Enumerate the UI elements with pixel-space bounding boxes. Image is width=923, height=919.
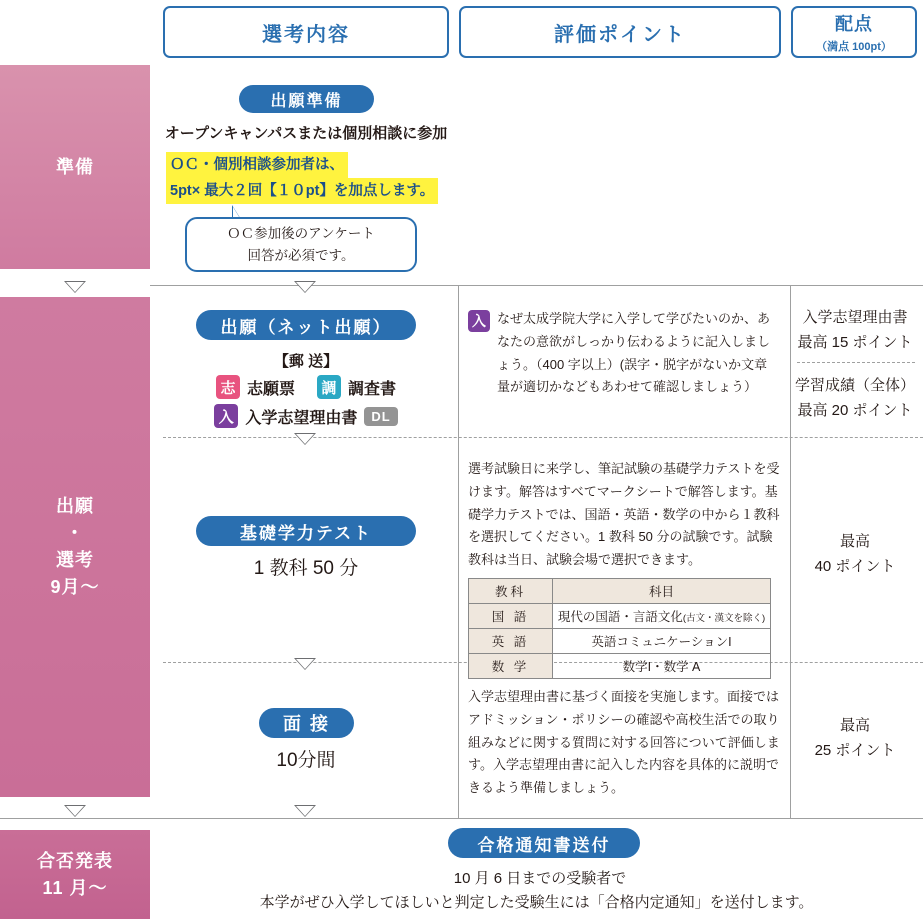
points-application-reason-title: 入学志望理由書	[802, 309, 908, 326]
arrow-down-inner-icon-selection2	[296, 434, 314, 444]
stage-result-line2: 11 月〜	[42, 877, 108, 898]
points-interview-line1: 最高	[839, 717, 870, 734]
points-interview	[793, 714, 917, 764]
prep-note-bubble	[185, 217, 417, 272]
pill-application-label: 出願（ネット出願）	[220, 317, 392, 337]
table-row-header	[469, 579, 771, 604]
arrow-down-inner-icon-selection3	[296, 659, 314, 669]
divider-column-eval	[458, 285, 459, 818]
subject-table-header-subject: 教科	[469, 579, 553, 604]
table-row	[469, 629, 771, 654]
subject-table-header-detail: 科目	[553, 579, 771, 604]
points-application-reason	[793, 306, 917, 356]
prep-lead-text: オープンキャンパスまたは個別相談に参加	[164, 125, 448, 142]
header-score-sublabel: （満点 100pt）	[816, 41, 892, 53]
prep-note-line2: 回答が必須です。	[247, 247, 355, 263]
stage-apply-line4: 9月〜	[50, 577, 100, 597]
divider-points-split	[797, 362, 915, 363]
application-mail-label: 【郵 送】	[273, 353, 339, 370]
subject-japanese: 国 語	[469, 604, 553, 629]
eval-badge-nyugaku-riyusho: 入	[468, 310, 490, 332]
points-basic-test-line1: 最高	[839, 533, 870, 550]
application-docs-row-1	[163, 375, 449, 399]
header-evaluation-label: 評価ポイント	[554, 23, 686, 46]
points-academic-record	[793, 374, 917, 424]
stage-result-line1: 合否発表	[37, 850, 113, 871]
points-academic-record-value: 最高 20 ポイント	[797, 401, 913, 419]
subject-math-detail: 数学I・数学 A	[553, 654, 771, 679]
download-button[interactable]: DL	[364, 407, 397, 426]
chosasho-icon: 調	[317, 375, 341, 399]
header-selection-content	[163, 6, 449, 58]
pill-interview-label: 面 接	[282, 714, 330, 734]
interview-subtitle: 10分間	[276, 750, 336, 771]
divider-column-points	[790, 285, 791, 818]
prep-highlight-line2: 5pt× 最大２回【１０pt】を加点します。	[166, 178, 438, 204]
prep-highlight-line1: ＯＣ・個別相談参加者は、	[166, 152, 348, 178]
header-selection-label: 選考内容	[262, 23, 350, 46]
result-note-line1: 10 月 6 日までの受験者で	[453, 870, 627, 887]
nyugaku-riyusho-icon: 入	[214, 404, 238, 428]
pill-interview	[259, 708, 354, 738]
pill-application	[196, 310, 416, 340]
subject-japanese-detail-main: 現代の国語・言語文化	[557, 610, 683, 624]
pill-acceptance-notice-label: 合格通知書送付	[477, 835, 611, 855]
shigansho-icon: 志	[216, 375, 240, 399]
points-basic-test	[793, 530, 917, 580]
subject-japanese-detail-note: (古文・漢文を除く)	[682, 613, 766, 624]
pill-application-preparation-label: 出願準備	[270, 92, 343, 110]
stage-application-selection	[0, 297, 150, 797]
subject-japanese-detail	[553, 604, 771, 629]
basic-test-subtitle: 1 教科 50 分	[253, 558, 359, 579]
points-basic-test-line2: 40 ポイント	[814, 557, 896, 575]
table-row	[469, 654, 771, 679]
subject-table	[468, 578, 771, 679]
application-eval-text: なぜ太成学院大学に入学して学びたいのか、あなたの意欲がしっかり伝わるように記入しましょう。（400 字以上）(誤字・脱字がないか文章量が適切かなどもあわせて確認しましょう）	[497, 311, 771, 395]
stage-apply-line3: 選考	[55, 550, 94, 570]
divider-prep-apply	[150, 285, 923, 286]
pill-application-preparation	[239, 85, 374, 113]
interview-eval-text: 入学志望理由書に基づく面接を実施します。面接ではアドミッション・ポリシーの確認や高校生活での取り組みなどに関する質問に対する回答について評価します。入学志望理由書に記入した内容を具体的に説明できるよう準備しましょう。	[468, 689, 780, 795]
stage-preparation	[0, 65, 150, 269]
points-interview-line2: 25 ポイント	[814, 741, 896, 759]
stage-result-announcement	[0, 830, 150, 919]
arrow-down-inner-icon-stage1	[66, 282, 84, 292]
arrow-down-inner-icon-selection1	[296, 282, 314, 292]
result-note-line2: 本学がぜひ入学してほしいと判定した受験生には「合格内定通知」を送付します。	[259, 894, 814, 911]
divider-selection-result	[0, 818, 923, 819]
pill-basic-academic-test	[196, 516, 416, 546]
basic-test-eval-text: 選考試験日に来学し、筆記試験の基礎学力テストを受けます。解答はすべてマークシートで解答します。基礎学力テストでは、国語・英語・数学の中から１教科を選択してください。1 教科 50 分の試験です。試験教科は当日、試験会場で選択できます。	[468, 461, 780, 567]
prep-note-line1: ＯＣ参加後のアンケート	[227, 225, 375, 241]
stage-apply-line1: 出願	[55, 496, 94, 516]
header-score-label: 配点	[835, 14, 873, 34]
header-score-allocation	[791, 6, 917, 58]
subject-english-detail: 英語コミュニケーションI	[553, 629, 771, 654]
stage-apply-line2: ・	[65, 523, 85, 543]
points-application-reason-value: 最高 15 ポイント	[797, 333, 913, 351]
nyugaku-riyusho-label: 入学志望理由書	[245, 409, 358, 427]
subject-math: 数 学	[469, 654, 553, 679]
divider-apply-test	[163, 437, 923, 438]
points-academic-record-title: 学習成績（全体）	[794, 377, 915, 394]
pill-basic-academic-test-label: 基礎学力テスト	[239, 523, 373, 543]
table-row	[469, 604, 771, 629]
stage-preparation-label: 準備	[56, 156, 94, 177]
arrow-down-inner-icon-stage2	[66, 806, 84, 816]
application-docs-row-2	[163, 404, 449, 428]
header-evaluation-points	[459, 6, 781, 58]
pill-acceptance-notice	[448, 828, 640, 858]
arrow-down-inner-icon-selection4	[296, 806, 314, 816]
chosasho-label: 調査書	[348, 380, 397, 398]
subject-english: 英 語	[469, 629, 553, 654]
shigansho-label: 志願票	[246, 380, 295, 398]
